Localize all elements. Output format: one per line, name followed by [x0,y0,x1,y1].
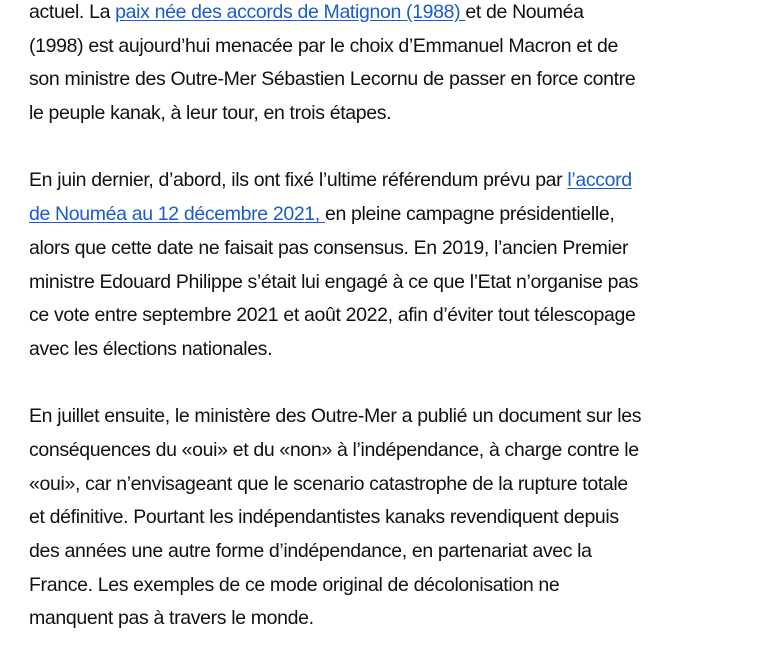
paragraph-spacer [29,131,669,165]
text-span: son ministre des Outre-Mer Sébastien Lecornu de passer en force contre [29,68,636,91]
text-line [29,400,669,434]
text-line [29,602,669,636]
text-span: En juin dernier, d’abord, ils ont fixé l’ultime référendum prévu par [29,169,568,192]
text-line [29,569,669,603]
article-body [29,0,669,636]
inline-link[interactable]: de Nouméa au 12 décembre 2021, [29,203,325,226]
text-line [29,266,669,300]
paragraph [29,0,669,131]
paragraph-spacer [29,367,669,401]
paragraph [29,400,669,636]
text-span: «oui», car n’envisageant que le scenario catastrophe de la rupture totale [29,472,628,495]
text-line [29,198,669,232]
text-line [29,0,669,30]
text-line [29,468,669,502]
text-line [29,434,669,468]
text-line [29,97,669,131]
text-span: actuel. La [29,1,116,23]
text-span: et définitive. Pourtant les indépendantistes kanaks revendiquent depuis [29,506,619,529]
text-span: (1998) est aujourd’hui menacée par le choix d’Emmanuel Macron et de [29,34,618,57]
text-span: conséquences du «oui» et du «non» à l’indépendance, à charge contre le [29,438,639,461]
inline-link[interactable]: l’accord [567,169,632,192]
text-span: ce vote entre septembre 2021 et août 2022, afin d’éviter tout télescopage [29,304,636,327]
text-span: manquent pas à travers le monde. [29,607,314,630]
paragraph [29,164,669,366]
text-line [29,333,669,367]
text-span: en pleine campagne présidentielle, [324,203,615,226]
text-line [29,501,669,535]
text-line [29,232,669,266]
text-span: des années une autre forme d’indépendance, en partenariat avec la [29,540,592,562]
text-line [29,164,669,198]
inline-link[interactable]: paix née des accords de Matignon (1988) [115,1,466,23]
text-line [29,535,669,569]
text-line [29,30,669,64]
text-span: avec les élections nationales. [29,337,273,360]
text-line [29,299,669,333]
text-span: France. Les exemples de ce mode original de décolonisation ne [29,573,560,596]
text-line [29,63,669,97]
text-span: En juillet ensuite, le ministère des Outre-Mer a publié un document sur les [29,405,642,428]
text-span: alors que cette date ne faisait pas consensus. En 2019, l’ancien Premier [29,236,629,259]
text-span: et de Nouméa [465,1,584,23]
text-span: le peuple kanak, à leur tour, en trois étapes. [29,102,392,125]
text-span: ministre Edouard Philippe s’était lui engagé à ce que l’Etat n’organise pas [29,270,638,293]
